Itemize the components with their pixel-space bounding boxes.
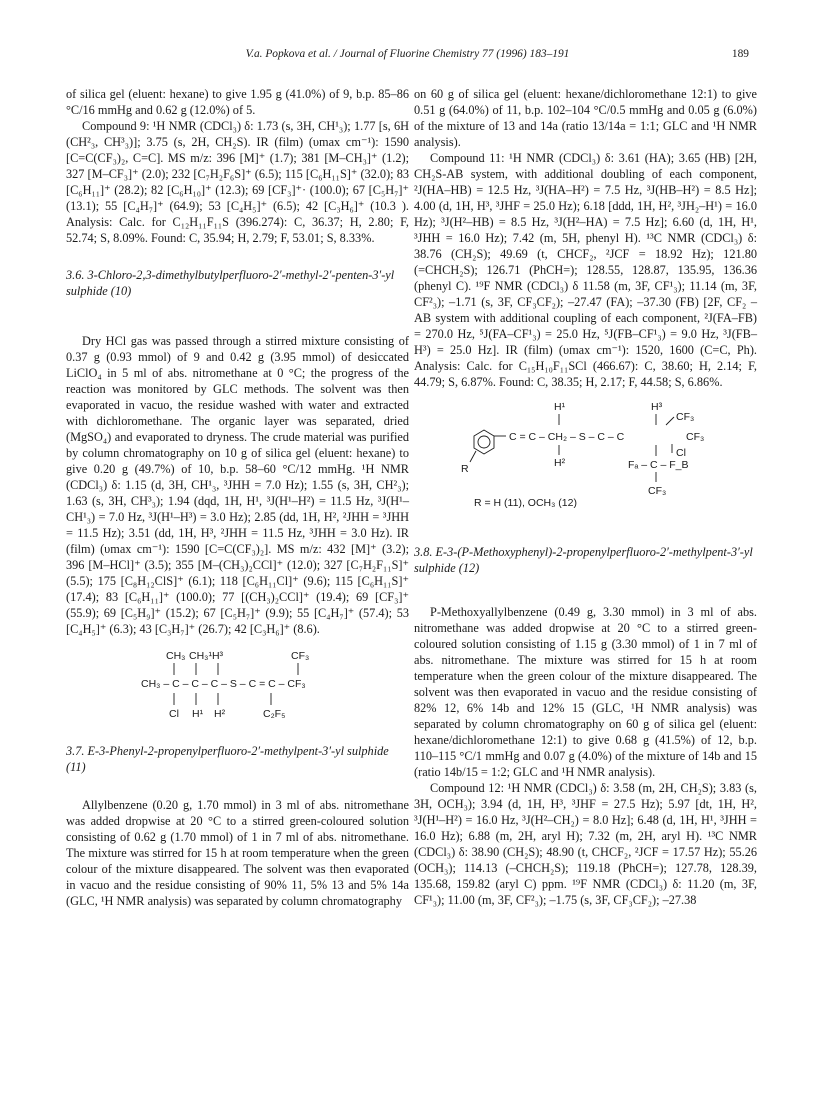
paragraph: P-Methoxyallylbenzene (0.49 g, 3.30 mmol) in 3 ml of abs. nitromethane was added dropwise at 20 °C to a stirred green-coloured solution consisting of 1.15 g (3.30 mmol) of 1 in 7 ml of abs. nitromethane. The mixture was stirred for 15 h at room temperature when the green colour of the mixture disappeared. The solvent was then evaporated in vacuo and the residue consisting of 82% 12, 6% 14b and 12% 15 (GLC, ¹H NMR analysis) was separated by column chromatography on 60 g of silica gel (eluent: hexane/dichloromethane 12:1) to give 0.68 g (41.5%) of 12, b.p. 110–115 °C/1 mmHg and 0.07 g (4.0%) of the mixture of 14b and 15 (ratio 14b/15 = 1:2; GLC and ¹H NMR analysis). bbox=[414, 605, 757, 779]
paragraph: Dry HCl gas was passed through a stirred mixture consisting of 0.37 g (0.93 mmol) of 9 and 0.42 g (3.95 mmol) of desiccated LiClO₄ in 5 ml of abs. nitromethane at 0 °C; the progress of the reaction was monitored by GLC methods. The solvent was then evaporated in vacuo, the residue washed with water and extracted with dichloromethane. The organic layer was separated, dried (MgSO₄) and evaporated to dryness. The crude material was purified by column chromatography on 10 g of silica gel (eluent: hexane) to give 0.20 g (49.7%) of 10, b.p. 58–60 °C/12 mmHg. ¹H NMR (CDCl₃) δ: 1.15 (d, 3H, CH¹₃, ³JHH = 7.0 Hz); 1.55 (s, 3H, CH²₃); 1.63 (s, 3H, CH³₃); 1.94 (dqd, 1H, H¹, ³J(H¹–H²) = 11.5 Hz, ³J(H¹–CH¹₃) = 7.0 Hz, ³J(H¹–H³) = 3.0 Hz); 2.85 (dd, 1H, H², ²JHH = ³JHH = 11.5 Hz); 3.51 (dd, 1H, H³, ²JHH = 11.5 Hz, ³JHH = 3.0 Hz). IR (film) (υmax cm⁻¹): 1590 [C=C(CF₃)₂]. MS m/z: 432 [M]⁺ (3.2); 396 [M–HCl]⁺ (3.5); 355 [M–(CH₃)₂CCl]⁺ (12.0); 327 [C₇H₂F₁₁S]⁺ (5.5); 175 [C₈H₁₂ClS]⁺ (6.1); 118 [C₆H₁₁Cl]⁺ (9.6); 115 [C₆H₁₁S]⁺ (17.4); 83 [C₆H₁₁]⁺ (100.0); 77 [(CH₃)₂CCl]⁺ (19.4); 69 [CF₃]⁺ (55.9); 69 [C₅H₉]⁺ (15.2); 67 [C₅H₇]⁺ (9.9); 55 [C₄H₇]⁺ (57.4); 53 [C₄H₅]⁺ (6.3); 43 [C₃H₇]⁺ (26.7); 42 [C₃H₆]⁺ (8.6). bbox=[66, 334, 409, 636]
struct-label: CH₃ bbox=[166, 650, 186, 662]
struct-label: CF₃ bbox=[676, 411, 695, 423]
running-header bbox=[66, 48, 749, 68]
running-title: V.a. Popkova et al. / Journal of Fluorine Chemistry 77 (1996) 183–191 bbox=[245, 48, 570, 60]
struct-label: Cl bbox=[676, 447, 686, 459]
struct-main-chain: CH₃ – C – C – C – S – C = C – CF₃ bbox=[141, 678, 306, 690]
section-heading: 3.6. 3-Chloro-2,3-dimethylbutylperfluoro-2′-methyl-2′-penten-3′-yl sulphide (10) bbox=[66, 268, 395, 298]
struct-label: CF₃ bbox=[686, 431, 705, 443]
structure-10-figure bbox=[66, 645, 409, 737]
benzene-ring bbox=[474, 430, 494, 454]
right-column bbox=[414, 86, 757, 908]
paragraph: Compound 12: ¹H NMR (CDCl₃) δ: 3.58 (m, 2H, CH₂S); 3.83 (s, 3H, OCH₃); 3.94 (d, 1H, H³, ³JHF = 27.5 Hz); 5.97 [dt, 1H, H², ³J(H¹–H²) = 16.0 Hz, ³J(H²–CH₂) = 8.0 Hz]; 6.48 (d, 1H, H¹, ³JHH = 16.0 Hz); 6.88 (m, 2H, aryl H); 7.32 (m, 2H, aryl H). ¹³C NMR (CDCl₃) δ: 38.90 (CH₂S); 48.90 (t, CHCF₂, ²JCF = 17.57 Hz); 55.26 (OCH₃); 114.13 (–CHCH₂S); 119.18 (PhCH=); 127.78, 128.39, 135.68, 159.82 (aryl C) ppm. ¹⁹F NMR (CDCl₃) δ: 11.20 (m, 3F, CF¹₃); 11.00 (m, 3F, CF²₃); –1.75 (s, 3F, CF₃CF₂); –27.38 bbox=[414, 781, 757, 907]
struct-label: H² bbox=[214, 708, 226, 720]
left-column bbox=[66, 86, 409, 909]
struct-chain: C = C – CH₂ – S – C – C bbox=[509, 431, 625, 443]
struct-label: CF₃ bbox=[291, 650, 310, 662]
paragraph: Allylbenzene (0.20 g, 1.70 mmol) in 3 ml of abs. nitromethane was added dropwise at 20 °C to a stirred green-coloured solution consisting of 0.62 g (1.70 mmol) of 1 in 7 ml of abs. nitromethane. The mixture was stirred for 15 h at room temperature when the green colour of the mixture disappeared. The solvent was then evaporated in vacuo and the residue consisting of 90% 11, 5% 13 and 5% 14a (GLC, ¹H NMR analysis) was separated by column chromatography bbox=[66, 798, 409, 908]
section-heading: 3.7. E-3-Phenyl-2-propenylperfluoro-2′-methylpent-3′-yl sulphide (11) bbox=[66, 744, 389, 774]
paragraph: on 60 g of silica gel (eluent: hexane/dichloromethane 12:1) to give 0.51 g (64.0%) of 11, b.p. 102–104 °C/0.5 mmHg and 0.05 g (6.0%) of the mixture of 13 and 14a (ratio 13/14a = 1:1; GLC and ¹H NMR analysis). bbox=[414, 87, 757, 149]
paragraph: Compound 11: ¹H NMR (CDCl₃) δ: 3.61 (HA); 3.65 (HB) [2H, CH₂S-AB system, with additional doubling of each component, ²J(HA–HB) = 12.5 Hz, ³J(HA–H²) = 7.5 Hz, ³J(HB–H²) = 8.5 Hz]; 4.00 (d, 1H, H³, ³JHF = 25.0 Hz); 6.18 [ddd, 1H, H², ³JH₂–H¹) = 16.0 Hz); ³J(H²–HB) = 8.5 Hz, ³J(H²–HA) = 7.5 Hz]; 6.60 (d, 1H, H¹, ³JHH = 16.0 Hz); 7.42 (m, 5H, phenyl H). ¹³C NMR (CDCl₃) δ: 38.76 (CH₂S); 49.69 (t, CHCF₂, ²JCF = 18.92 Hz); 121.80 (=CHCH₂S); 126.71 (PhCH=); 128.55, 128.87, 135.95, 136.36 (phenyl C). ¹⁹F NMR (CDCl₃) δ 11.58 (m, 3F, CF¹₃); 11.14 (m, 3F, CF²₃); –1.71 (s, 3F, CF₃CF₂); –27.47 (FA); –37.30 (FB) [2F, CF₂ – AB system with additional coupling of each component, ²J(FA–FB) = 270.0 Hz, ⁵J(FA–CF¹₃) = 25.0 Hz, ⁵J(FB–CF¹₃) = 9.0 Hz, ³J(FB–H³) = 25.0 Hz]. IR (film) (υmax cm⁻¹): 1520, 1600 (C=C, Ph). Analysis: Calc. for C₁₅H₁₀F₁₁SCl (466.67): C, 38.60; H, 2.14; F, 44.79; S, 6.87%. Found: C, 38.35; H, 2.17; F, 44.58; S, 6.86%. bbox=[414, 151, 757, 389]
struct-label: H¹ bbox=[192, 708, 204, 720]
structure-11-12-figure bbox=[414, 398, 757, 510]
paragraph: of silica gel (eluent: hexane) to give 1.95 g (41.0%) of 9, b.p. 85–86 °C/16 mmHg and 0.62 g (12.0%) of 5. bbox=[66, 87, 409, 117]
struct-label: CF₃ bbox=[648, 485, 667, 497]
struct-label: H² bbox=[554, 457, 566, 469]
section-heading: 3.8. E-3-(P-Methoxyphenyl)-2-propenylperfluoro-2′-methylpent-3′-yl sulphide (12) bbox=[414, 545, 753, 575]
struct-label: C₂F₅ bbox=[263, 708, 286, 720]
struct-label: Fₐ – C – F_B bbox=[628, 459, 689, 471]
struct-label: R bbox=[461, 463, 469, 475]
struct-label: Cl bbox=[169, 708, 179, 720]
struct-label: CH₃¹H³ bbox=[189, 650, 224, 662]
struct-label: H¹ bbox=[554, 401, 566, 413]
struct-label: H³ bbox=[651, 401, 663, 413]
struct-legend: R = H (11), OCH₃ (12) bbox=[474, 497, 577, 509]
page-number: 189 bbox=[731, 48, 749, 60]
paragraph: Compound 9: ¹H NMR (CDCl₃) δ: 1.73 (s, 3H, CH¹₃); 1.77 [s, 6H (CH²₃, CH³₃)]; 3.75 (s, 2H, CH₂S). IR (film) (υmax cm⁻¹): 1590 [C=C(CF₃)₂, C=C]. MS m/z: 396 [M]⁺ (1.7); 381 [M–CH₃]⁺ (1.2); 327 [M–CF₃]⁺ (2.0); 232 [C₇H₂F₆S]⁺ (6.5); 115 [C₆H₁₁S]⁺ (32.0); 83 [C₆H₁₁]⁺ (28.2); 82 [C₆H₁₀]⁺ (12.3); 69 [CF₃]⁺· (100.0); 67 [C₅H₇]⁺ (13.1); 55 [C₄H₇]⁺ (64.9); 53 [C₄H₅]⁺ (6.5); 42 [C₃H₆]⁺ (10.3 ). Analysis: Calc. for C₁₂H₁₁F₁₁S (396.274): C, 36.37; H, 2.80; F, 52.74; S, 8.09%. Found: C, 35.94; H, 2.79; F, 53.01; S, 8.33%. bbox=[66, 119, 409, 245]
